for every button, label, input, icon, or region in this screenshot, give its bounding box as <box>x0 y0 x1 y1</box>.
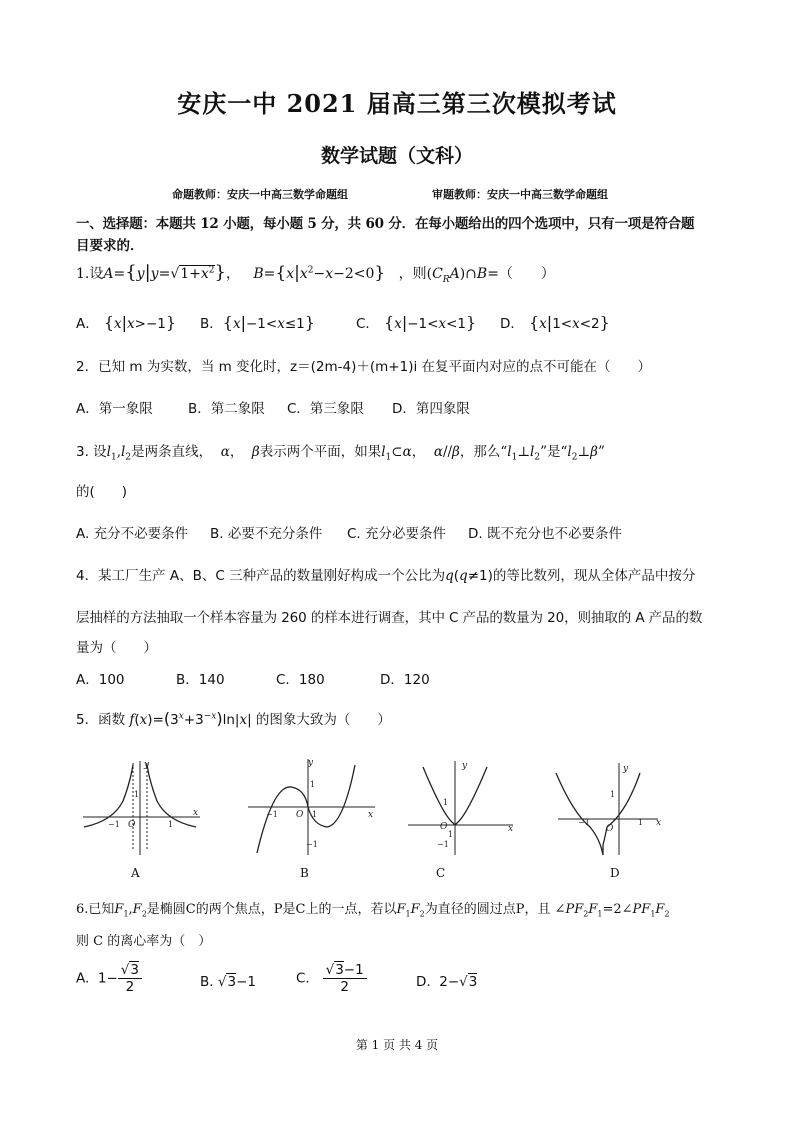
q5-graphs <box>78 755 718 880</box>
q6-option-b: B. √3−1 <box>200 974 256 990</box>
svg-text:y: y <box>623 764 629 774</box>
q3-option-a: A. 充分不必要条件 <box>76 526 189 542</box>
q2-option-b: B．第二象限 <box>188 401 265 417</box>
graph-a <box>83 761 200 855</box>
graph-label-a: A <box>131 866 140 880</box>
graph-label-c: C <box>436 866 446 880</box>
q2-option-c: C．第三象限 <box>287 401 364 417</box>
section-heading-line2: 目要求的． <box>76 238 144 254</box>
svg-text:1: 1 <box>134 790 140 799</box>
section-heading <box>76 213 726 257</box>
graph-d <box>556 763 658 855</box>
question-3-stem-line2: 的( ) <box>76 484 128 500</box>
svg-text:y: y <box>308 758 314 768</box>
svg-text:y: y <box>462 761 468 771</box>
question-4-line1: 4．某工厂生产 A、B、C 三种产品的数量刚好构成一个公比为q(q≠1)的等比数列，现从全体产品中按分 <box>76 568 696 584</box>
q1-option-b: B．{x|−1<x≤1} <box>200 313 315 332</box>
svg-text:y: y <box>144 760 150 770</box>
question-5-stem: 5．函数 $f(x)=(3^x+3^{-x})\ln|x|$ 的图象大致为（ ） <box>76 709 391 728</box>
q1-prefix: 1.设 <box>76 266 104 282</box>
question-2-stem: 2．已知 m 为实数，当 m 变化时，z＝(2m-4)＋(m+1)i 在复平面内对应的点不可能在（ ） <box>76 359 652 375</box>
svg-text:1: 1 <box>168 820 174 829</box>
svg-text:−1: −1 <box>266 810 278 819</box>
svg-text:1: 1 <box>443 798 449 807</box>
q4-option-c: C．180 <box>276 672 325 688</box>
svg-text:−1: −1 <box>578 818 590 827</box>
svg-text:−1: −1 <box>108 820 120 829</box>
question-1-stem: 1.设$A=\{y|y=√1+x^2\}$， $B=\{x|x^2-x-2<0\}$ ，则$(C_RA)\cap B=$（ ） <box>76 262 555 285</box>
graph-label-d: D <box>610 866 620 880</box>
svg-text:O: O <box>296 810 304 820</box>
q3-option-c: C. 充分必要条件 <box>347 526 447 542</box>
q1-stem-end: ，则 <box>398 266 427 282</box>
question-4-line2: 层抽样的方法抽取一个样本容量为 260 的样本进行调查，其中 C 产品的数量为 20，则抽取的 A 产品的数 <box>76 610 703 626</box>
svg-text:1: 1 <box>610 790 616 799</box>
q3-option-b: B. 必要不充分条件 <box>210 526 323 542</box>
svg-text:O: O <box>606 824 614 834</box>
svg-text:1: 1 <box>638 818 644 827</box>
q2-option-d: D．第四象限 <box>392 401 470 417</box>
q1-stem-tail: =（ ） <box>487 266 555 282</box>
author-proposer: 命题教师：安庆一中高三数学命题组 <box>172 188 348 201</box>
q6-option-a: A. 1− $\frac{√3}{2}$ <box>76 962 142 995</box>
svg-text:−1: −1 <box>437 840 449 849</box>
q1-option-c: C． {x|−1<x<1} <box>356 313 477 332</box>
q1-option-d: D． {x|1<x<2} <box>500 313 610 332</box>
section-heading-line1: 一、选择题：本题共 12 小题，每小题 5 分，共 60 分．在每小题给出的四个选项中，只有一项是符合题 <box>76 216 695 232</box>
question-3-stem: 3. 设$l_1,l_2$是两条直线， α， β表示两个平面，如果$l_1\subset\alpha$， α//β，那么“$l_1\perp l_2$”是“$l_2\perp\beta$” <box>76 444 605 463</box>
q1-option-a: A． {x|x>−1} <box>76 313 177 332</box>
svg-text:x: x <box>508 824 514 834</box>
page-subtitle: 数学试题（文科） <box>320 145 473 167</box>
q3-option-d: D. 既不充分也不必要条件 <box>468 526 622 542</box>
q2-option-a: A．第一象限 <box>76 401 153 417</box>
svg-text:1: 1 <box>448 830 454 839</box>
svg-text:x: x <box>193 808 199 818</box>
page-footer: 第 1 页 共 4 页 <box>355 1038 439 1052</box>
question-6-line2: 则 C 的离心率为（ ） <box>76 934 212 949</box>
question-6-line1: 6.已知$F_1,F_2$是椭圆C的两个焦点，P是C上的一点，若以$F_1F_2$为直径的圆过点P，且 $\angle PF_2F_1=2\angle PF_1F_2$ <box>76 902 670 919</box>
q4-option-d: D．120 <box>380 672 430 688</box>
svg-text:x: x <box>656 818 662 828</box>
question-4-line3: 量为（ ） <box>76 640 157 656</box>
svg-text:−1: −1 <box>306 840 318 849</box>
q6-option-c: C. $\frac{√3-1}{2}$ <box>296 962 367 995</box>
svg-text:1: 1 <box>310 780 316 789</box>
graph-c <box>408 761 513 855</box>
q4-option-b: B．140 <box>176 672 225 688</box>
svg-text:O: O <box>128 820 136 830</box>
page-title: 安庆一中 2021 届高三第三次模拟考试 <box>177 89 617 118</box>
graph-label-b: B <box>300 866 309 880</box>
q6-option-d: D. 2−√3 <box>416 974 478 990</box>
svg-text:x: x <box>368 810 374 820</box>
q4-option-a: A．100 <box>76 672 125 688</box>
svg-text:1: 1 <box>312 810 318 819</box>
svg-text:O: O <box>440 822 448 832</box>
author-reviewer: 审题教师：安庆一中高三数学命题组 <box>432 188 608 201</box>
